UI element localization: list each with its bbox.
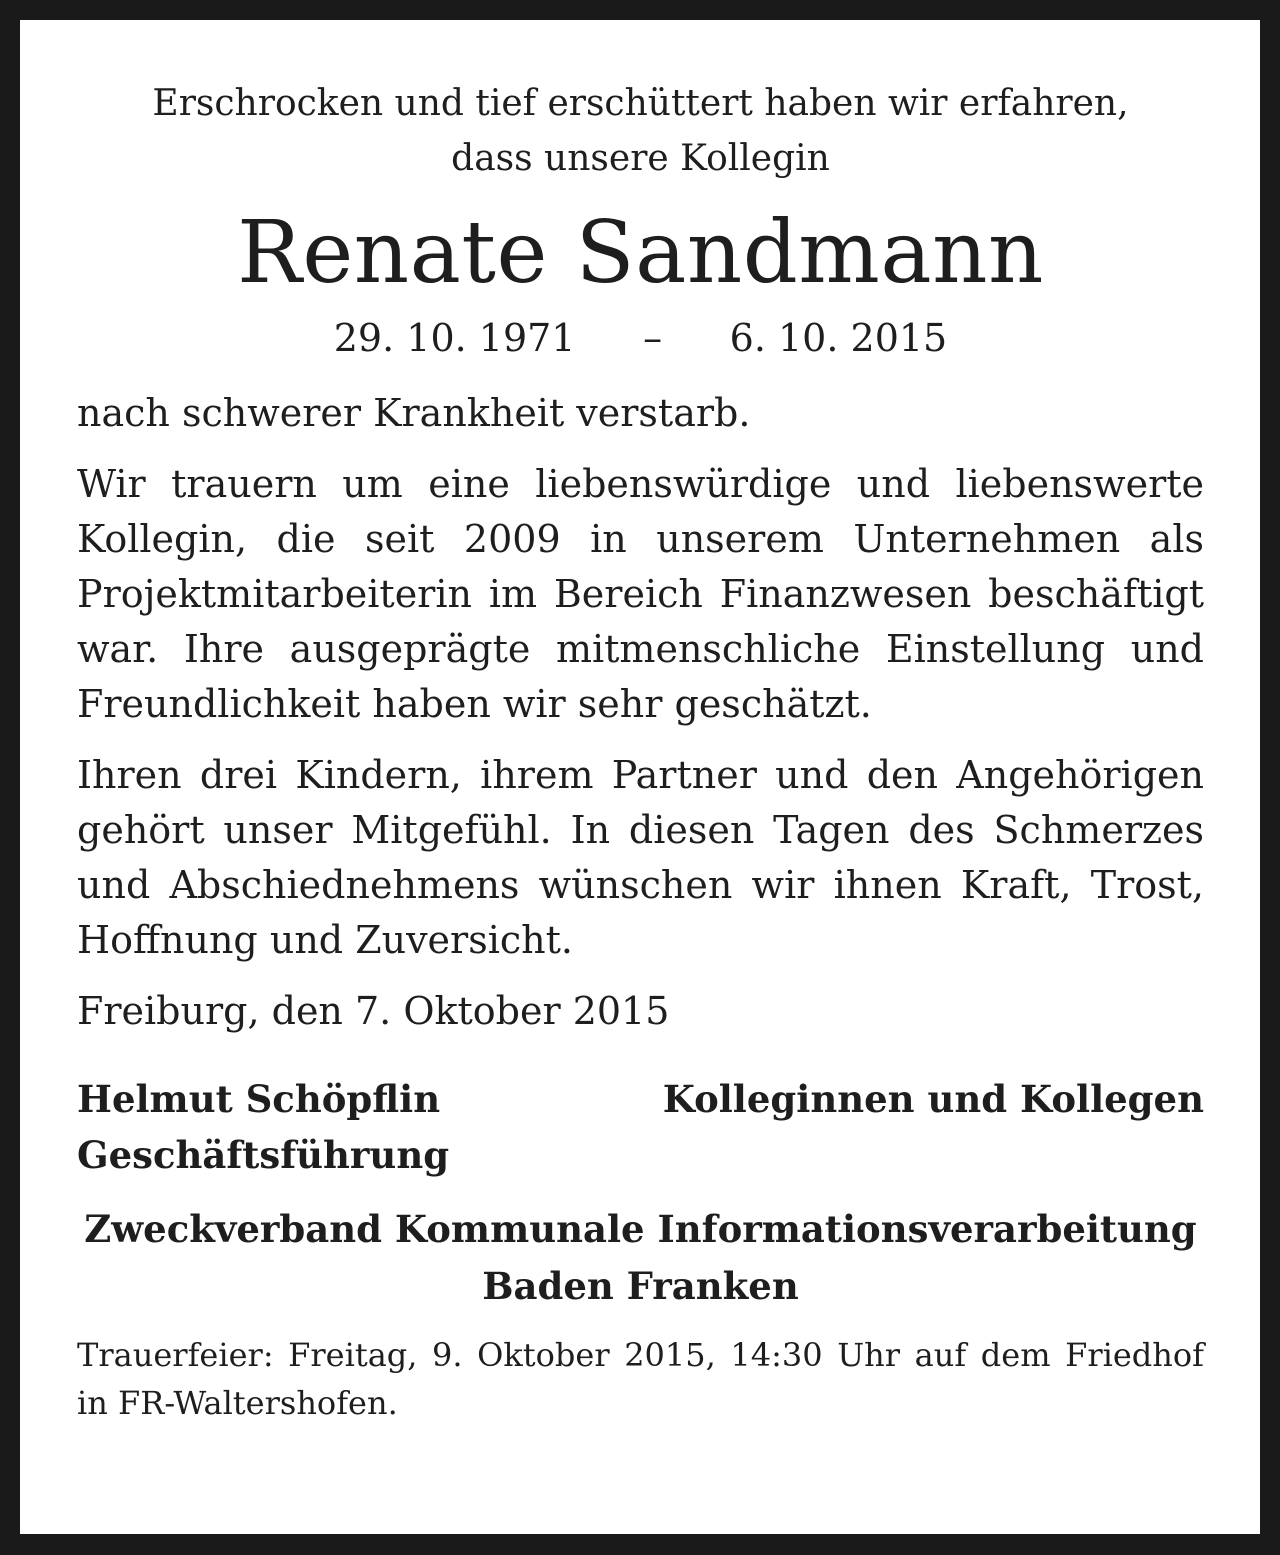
paragraph-1: nach schwerer Krankheit verstarb. [77, 391, 751, 435]
death-date: 6. 10. 2015 [729, 316, 948, 360]
date-separator: – [643, 316, 663, 360]
deceased-name: Renate Sandmann [237, 203, 1044, 303]
place-date: Freiburg, den 7. Oktober 2015 [77, 989, 670, 1033]
signer-right-name: Kolleginnen und Kollegen [662, 1077, 1204, 1121]
signer-left-title: Geschäftsführung [77, 1133, 450, 1177]
funeral-info: Trauerfeier: Freitag, 9. Oktober 2015, 14:30 Uhr auf dem Friedhof in FR-Waltershofen. [77, 1336, 1204, 1422]
organization [77, 1201, 1204, 1315]
paragraph-3: Ihren drei Kindern, ihrem Partner und den Angehörigen gehört unser Mitgefühl. In diesen Tagen des Schmerzes und Abschiednehmens wünschen wir ihnen Kraft, Trost, Hoffnung und Zuversicht. [77, 753, 1204, 962]
obituary-notice [77, 76, 1204, 1459]
intro-line-2: dass unsere Kollegin [451, 138, 830, 179]
signer-right [663, 1071, 1204, 1183]
obituary-frame [20, 20, 1260, 1534]
intro-line-1: Erschrocken und tief erschüttert haben wir erfahren, [152, 83, 1129, 124]
organization-line-2: Baden Franken [482, 1264, 799, 1308]
intro [77, 76, 1204, 186]
organization-line-1: Zweckverband Kommunale Informationsverarbeitung [84, 1207, 1197, 1251]
life-dates [77, 312, 1204, 364]
signer-left [77, 1071, 449, 1183]
birth-date: 29. 10. 1971 [333, 316, 576, 360]
signer-left-name: Helmut Schöpflin [77, 1077, 441, 1121]
signers [77, 1071, 1204, 1183]
paragraph-2: Wir trauern um eine liebenswürdige und liebenswerte Kollegin, die seit 2009 in unserem Unternehmen als Projektmitarbeiterin im Bereich Finanzwesen beschäftigt war. Ihre ausgeprägte mitmenschliche Einstellung und Freundlichkeit haben wir sehr geschätzt. [77, 462, 1204, 726]
